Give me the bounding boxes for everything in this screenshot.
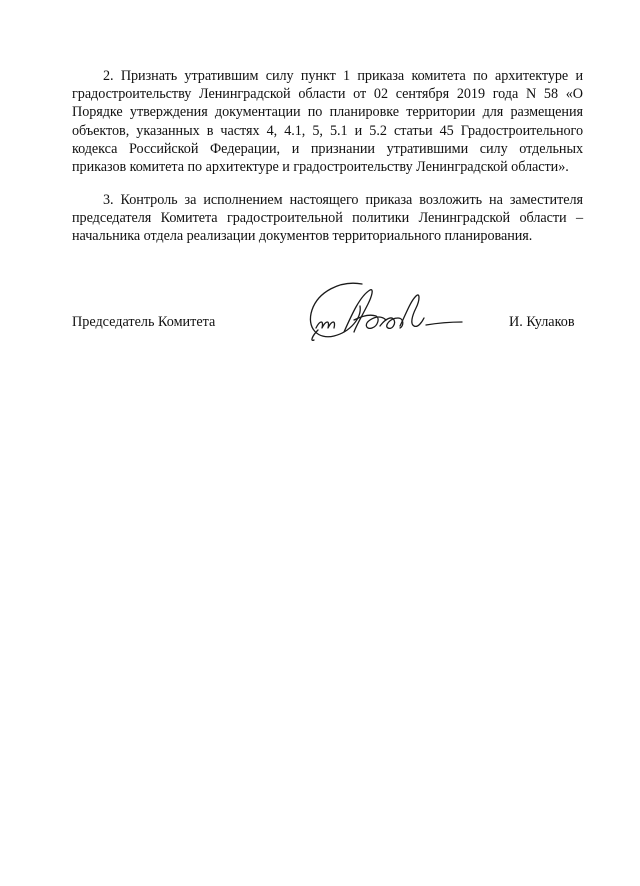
handwritten-signature xyxy=(300,270,470,360)
signatory-title: Председатель Комитета xyxy=(72,314,216,330)
signatory-name: И. Кулаков xyxy=(509,314,575,330)
paragraph-3: 3. Контроль за исполнением настоящего приказа возложить на заместителя председателя Комитета градостроительной политики Ленинградской области – начальника отдела реализации документов территориального планирования. xyxy=(72,192,583,245)
paragraph-2: 2. Признать утратившим силу пункт 1 приказа комитета по архитектуре и градостроительству Ленинградской области от 02 сентября 2019 года N 58 «О Порядке утверждения документации по планировке территории для размещения объектов, указанных в частях 4, 4.1, 5, 5.1 и 5.2 статьи 45 Градостроительного кодекса Российской Федерации, и признании утратившими силу отдельных приказов комитета по архитектуре и градостроительству Ленинградской области». xyxy=(72,68,583,176)
